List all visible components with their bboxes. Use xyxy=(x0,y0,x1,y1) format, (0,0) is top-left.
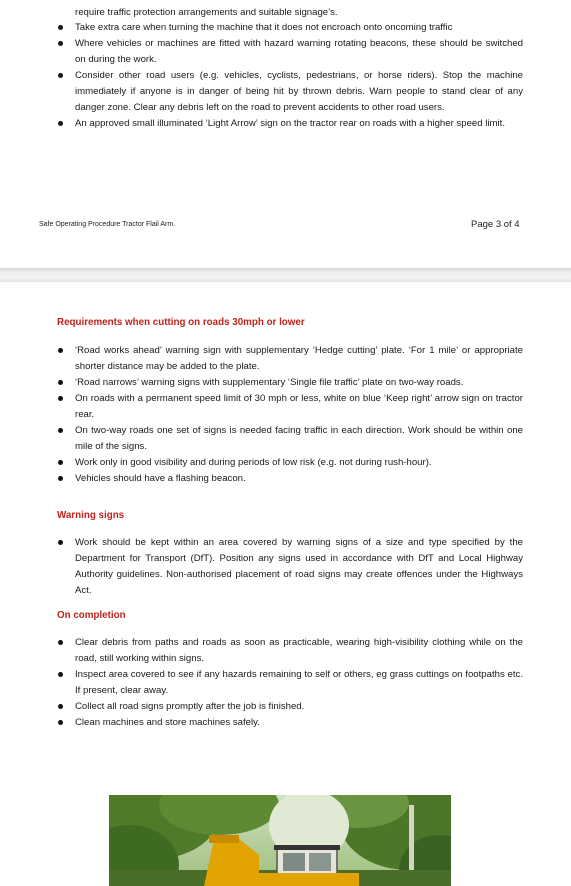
bullet-icon xyxy=(58,640,63,645)
bullet-icon xyxy=(58,672,63,677)
list-item-text: On two-way roads one set of signs is needed facing traffic in each direction. Work should be within one mile of the signs. xyxy=(75,425,523,452)
document-page-3 xyxy=(0,0,571,271)
list-item-text: Collect all road signs promptly after the job is finished. xyxy=(75,701,305,712)
bullet-icon xyxy=(58,460,63,465)
list-item xyxy=(57,343,523,375)
list-item xyxy=(57,36,523,68)
list-item xyxy=(57,20,523,36)
list-item-text: ‘Road works ahead’ warning sign with supplementary ‘Hedge cutting’ plate. ‘For 1 mile’ or appropriate shorter distance may be added to the plate. xyxy=(75,345,523,372)
bullet-icon xyxy=(58,476,63,481)
list-item-text: Clear debris from paths and roads as soon as practicable, wearing high-visibility clothing while on the road, still working within signs. xyxy=(75,637,523,664)
page-number: Page 3 of 4 xyxy=(471,219,520,230)
tractor-photo-illustration xyxy=(109,795,451,886)
bullet-icon xyxy=(58,73,63,78)
bullet-icon xyxy=(58,396,63,401)
list-item-text: Take extra care when turning the machine that it does not encroach onto oncoming traffic xyxy=(75,22,453,33)
section-heading-on-completion: On completion xyxy=(57,610,126,621)
bullet-list-requirements xyxy=(57,343,523,487)
list-item xyxy=(57,471,523,487)
list-item xyxy=(57,699,523,715)
bullet-icon xyxy=(58,540,63,545)
list-item-text: On roads with a permanent speed limit of 30 mph or less, white on blue ‘Keep right’ arrow sign on tractor rear. xyxy=(75,393,523,420)
list-item xyxy=(57,375,523,391)
list-item xyxy=(57,116,523,132)
list-item xyxy=(57,635,523,667)
list-item xyxy=(57,667,523,699)
bullet-list-top xyxy=(57,20,523,132)
list-item xyxy=(57,423,523,455)
list-item xyxy=(57,715,523,731)
bullet-icon xyxy=(58,348,63,353)
section-heading-requirements: Requirements when cutting on roads 30mph or lower xyxy=(57,317,305,328)
bullet-icon xyxy=(58,41,63,46)
bullet-icon xyxy=(58,704,63,709)
bullet-icon xyxy=(58,428,63,433)
bullet-list-on-completion xyxy=(57,635,523,731)
list-item xyxy=(57,455,523,471)
list-item-text: Where vehicles or machines are fitted with hazard warning rotating beacons, these should be switched on during the work. xyxy=(75,38,523,65)
page-separator xyxy=(0,268,571,282)
list-item xyxy=(57,391,523,423)
bullet-icon xyxy=(58,380,63,385)
section-heading-warning-signs: Warning signs xyxy=(57,510,125,521)
list-item-text: Work only in good visibility and during periods of low risk (e.g. not during rush-hour). xyxy=(75,457,432,468)
bullet-icon xyxy=(58,121,63,126)
partial-continuation: require traffic protection arrangements and suitable signage’s. xyxy=(75,7,338,18)
list-item-text: Work should be kept within an area covered by warning signs of a size and type specified by the Department for Transport (DfT). Position any signs used in accordance with DfT and Local Highway Authority guidelines. Non-authorised placement of road signs may create offences under the Highways Act. xyxy=(75,537,523,596)
list-item xyxy=(57,535,523,599)
list-item-text: Vehicles should have a flashing beacon. xyxy=(75,473,246,484)
list-item-text: Clean machines and store machines safely. xyxy=(75,717,260,728)
bullet-list-warning-signs xyxy=(57,535,523,599)
page-footer-title: Safe Operating Procedure Tractor Flail Arm. xyxy=(39,221,176,228)
list-item-text: Inspect area covered to see if any hazards remaining to self or others, eg grass cuttings on footpaths etc. If present, clear away. xyxy=(75,669,523,696)
bullet-icon xyxy=(58,720,63,725)
list-item-text: ‘Road narrows’ warning signs with supplementary ‘Single file traffic’ plate on two-way roads. xyxy=(75,377,464,388)
list-item-text: An approved small illuminated ‘Light Arrow’ sign on the tractor rear on roads with a higher speed limit. xyxy=(75,118,505,129)
list-item-text: Consider other road users (e.g. vehicles, cyclists, pedestrians, or horse riders). Stop the machine immediately if anyone is in danger of being hit by thrown debris. Warn people to stand clear of any danger zone. Clear any debris left on the road to prevent accidents to other road users. xyxy=(75,70,523,113)
list-item xyxy=(57,68,523,116)
tractor-flail-photo xyxy=(109,795,451,886)
bullet-icon xyxy=(58,25,63,30)
